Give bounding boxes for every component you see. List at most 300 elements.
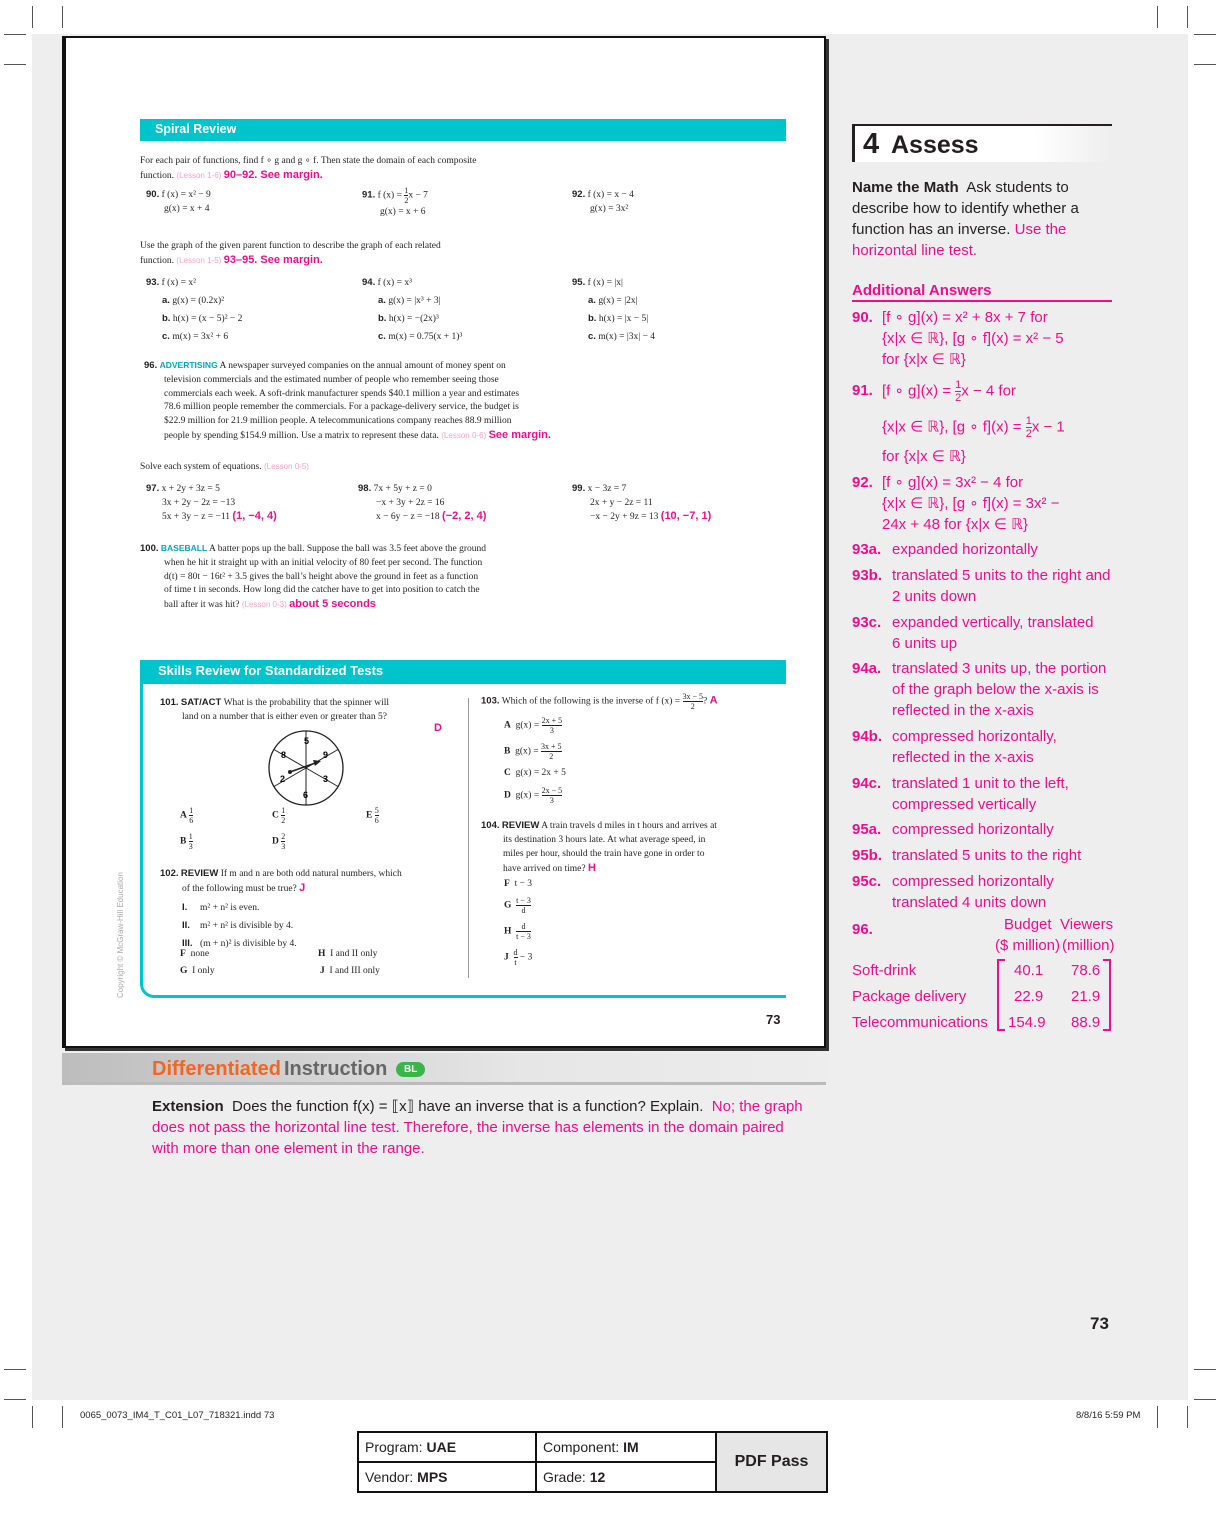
matrix-left-bracket bbox=[997, 959, 1005, 1031]
fraction-numerator: 2x − 5 bbox=[541, 786, 563, 795]
answer-text: 6 units up bbox=[892, 635, 958, 652]
margin-answer-95b bbox=[852, 845, 1117, 866]
matrix-column-header: Viewers bbox=[1060, 916, 1114, 933]
problem-tag: ADVERTISING bbox=[159, 360, 218, 370]
answer-text: {x|x ∈ ℝ}, [g ∘ f](x) = x² − 5 bbox=[882, 330, 1064, 347]
extension-text bbox=[152, 1096, 812, 1159]
file-slug: 0065_0073_IM4_T_C01_L07_718321.indd 73 bbox=[80, 1410, 275, 1421]
equation: 7x + 5y + z = 0 bbox=[373, 484, 432, 494]
choice-104-F bbox=[504, 879, 532, 889]
margin-answer-90 bbox=[852, 307, 1117, 370]
problem-text: g(x) = |x³ + 3| bbox=[388, 296, 441, 306]
margin-answer-94a bbox=[852, 658, 1117, 721]
choice-text: t − 3 bbox=[514, 879, 533, 889]
program-value: UAE bbox=[426, 1439, 457, 1455]
choice-letter: H bbox=[318, 949, 326, 959]
problem-text: g(x) = x + 4 bbox=[164, 204, 210, 214]
problem-text: f (x) = x − 4 bbox=[587, 190, 634, 200]
answer-text: for {x|x ∈ ℝ} bbox=[882, 351, 966, 368]
spinner-number: 2 bbox=[280, 774, 286, 784]
crop-mark bbox=[1187, 6, 1188, 28]
problem-text: h(x) = |x − 5| bbox=[598, 314, 649, 324]
problem-102 bbox=[160, 867, 460, 953]
choice-letter: G bbox=[504, 900, 512, 911]
problem-text: m(x) = |3x| − 4 bbox=[598, 332, 656, 342]
answer-text: See margin. bbox=[488, 428, 551, 441]
spinner-arrowhead bbox=[313, 760, 321, 766]
problem-tag: REVIEW bbox=[501, 820, 540, 831]
problem-number: 97. bbox=[146, 483, 160, 494]
equation: 2x + y − 2z = 11 bbox=[590, 497, 653, 508]
matrix-cell: 154.9 bbox=[1008, 1014, 1046, 1031]
component-cell bbox=[536, 1432, 716, 1462]
crop-mark bbox=[32, 1406, 33, 1428]
matrix-row-label: Soft-drink bbox=[852, 962, 917, 979]
answer-text: H bbox=[587, 862, 596, 874]
choice-102-F bbox=[180, 949, 209, 959]
answer-text: (10, −7, 1) bbox=[660, 510, 712, 522]
fraction-numerator: 2 bbox=[281, 832, 286, 841]
choice-letter: D bbox=[504, 790, 511, 801]
answer-text: compressed horizontally bbox=[892, 821, 1054, 838]
intro-text: function. bbox=[140, 171, 175, 181]
copyright-notice: Copyright © McGraw-Hill Education bbox=[116, 872, 125, 998]
answer-text: for {x|x ∈ ℝ} bbox=[882, 448, 966, 465]
problem-text: $22.9 million for 21.9 million people. A telecommunications company reaches 88.9 million bbox=[164, 416, 512, 427]
problem-text: its destination 3 hours late. At what average speed, in bbox=[503, 835, 706, 845]
answer-number: 94a. bbox=[852, 660, 882, 677]
fraction-numerator: 3x + 5 bbox=[541, 742, 562, 751]
problem-text: have arrived on time? bbox=[503, 864, 586, 874]
fraction-denominator: t bbox=[514, 958, 517, 967]
crop-mark bbox=[1157, 1406, 1158, 1428]
part-letter: b. bbox=[588, 313, 597, 324]
answer-text: 93–95. See margin. bbox=[223, 254, 323, 266]
crop-mark bbox=[4, 1399, 26, 1400]
choice-102-J bbox=[320, 966, 380, 976]
problem-number: 98. bbox=[358, 483, 372, 494]
answer-text: expanded horizontally bbox=[892, 541, 1038, 558]
problem-number: 96. bbox=[144, 360, 158, 371]
problem-101 bbox=[160, 696, 450, 724]
extension-answer: more than one element in the range. bbox=[182, 1140, 425, 1157]
fraction-denominator: 2 bbox=[690, 702, 695, 711]
skills-review-bar bbox=[140, 660, 786, 684]
answer-number: 94b. bbox=[852, 728, 883, 745]
choice-letter: B bbox=[180, 836, 187, 847]
answer-text: compressed horizontally, bbox=[892, 728, 1057, 745]
spiral-review-title: Spiral Review bbox=[155, 122, 237, 136]
choice-103-D bbox=[504, 786, 562, 805]
answer-text: reflected in the x-axis bbox=[892, 749, 1034, 766]
column-divider bbox=[468, 698, 469, 978]
crop-mark bbox=[1194, 64, 1216, 65]
matrix-column-header: (million) bbox=[1062, 937, 1115, 954]
choice-101-C bbox=[272, 806, 285, 825]
equation: 5x + 3y − z = −11 bbox=[162, 512, 231, 522]
answer-101: D bbox=[434, 722, 442, 734]
problem-text: d(t) = 80t − 16t² + 3.5 gives the ball’s height above the ground in feet as a function bbox=[164, 571, 479, 582]
roman-numeral: III. bbox=[182, 938, 193, 949]
margin-answer-94c bbox=[852, 773, 1117, 815]
equation: x − 6y − z = −18 bbox=[376, 512, 440, 522]
vendor-cell bbox=[358, 1462, 536, 1492]
problem-number: 100. bbox=[140, 543, 159, 554]
equation: x + 2y + 3z = 5 bbox=[161, 484, 220, 494]
fraction-numerator: 1 bbox=[188, 832, 193, 841]
fraction-numerator: 1 bbox=[404, 186, 409, 195]
name-the-math-answer: horizontal line test. bbox=[852, 242, 978, 259]
problem-text: h(x) = −(2x)³ bbox=[388, 314, 439, 324]
answer-text: [f ∘ g](x) = bbox=[882, 382, 951, 400]
choice-letter: D bbox=[272, 836, 279, 847]
name-the-math-label: Name the Math bbox=[852, 179, 959, 196]
fraction-denominator: 3 bbox=[549, 796, 554, 805]
name-the-math bbox=[852, 177, 1117, 261]
grade-cell bbox=[536, 1462, 716, 1492]
spinner-number: 9 bbox=[323, 750, 329, 760]
program-label: Program: bbox=[365, 1439, 423, 1455]
program-cell bbox=[358, 1432, 536, 1462]
problem-text: f (x) = bbox=[377, 190, 405, 201]
problem-96 bbox=[144, 359, 744, 444]
extension-label: Extension bbox=[152, 1098, 224, 1115]
grade-label: Grade: bbox=[543, 1469, 586, 1485]
name-the-math-text: Ask students to bbox=[966, 179, 1069, 196]
spinner-number: 8 bbox=[281, 750, 287, 760]
choice-103-A bbox=[504, 716, 562, 735]
di-title: Instruction bbox=[284, 1058, 388, 1080]
choice-text: − 3 bbox=[519, 952, 533, 963]
choice-text: I and III only bbox=[329, 966, 380, 976]
choice-101-A bbox=[180, 806, 193, 825]
spinner-arrow bbox=[290, 762, 318, 772]
problem-number: 95. bbox=[572, 277, 586, 288]
lesson-ref: (Lesson 1-6) bbox=[176, 171, 222, 180]
vendor-label: Vendor: bbox=[365, 1469, 414, 1485]
problem-text: f (x) = x³ bbox=[377, 278, 412, 288]
fraction-denominator: 2 bbox=[549, 752, 554, 761]
spinner-divider bbox=[306, 768, 338, 787]
crop-mark bbox=[1187, 1406, 1188, 1428]
problem-text: g(x) = (0.2x)² bbox=[172, 296, 225, 306]
name-the-math-text: describe how to identify whether a bbox=[852, 200, 1079, 217]
fraction-numerator: 1 bbox=[1025, 415, 1032, 427]
intro-text: function. bbox=[140, 256, 175, 266]
answer-text: x − 1 bbox=[1031, 418, 1065, 436]
answer-text: compressed horizontally bbox=[892, 873, 1054, 890]
crop-mark bbox=[4, 64, 26, 65]
matrix-column-header: Budget bbox=[1004, 916, 1052, 933]
part-letter: a. bbox=[588, 295, 596, 306]
choice-101-B bbox=[180, 832, 193, 851]
choice-letter: E bbox=[366, 810, 373, 821]
fraction-denominator: 3 bbox=[188, 842, 193, 851]
answer-number: 92. bbox=[852, 474, 873, 491]
fraction-denominator: 6 bbox=[189, 816, 194, 825]
crop-mark bbox=[1157, 6, 1158, 28]
fraction-numerator: 1 bbox=[281, 806, 286, 815]
roman-numeral: I. bbox=[182, 902, 188, 913]
answer-number: 93c. bbox=[852, 614, 882, 631]
crop-mark bbox=[32, 6, 33, 28]
matrix-cell: 22.9 bbox=[1014, 988, 1044, 1005]
choice-text: I only bbox=[192, 966, 215, 976]
part-letter: c. bbox=[162, 331, 170, 342]
spinner-diagram bbox=[266, 728, 346, 808]
problem-number: 94. bbox=[362, 277, 376, 288]
choice-letter: J bbox=[320, 966, 325, 976]
margin-answer-93c bbox=[852, 612, 1117, 654]
answer-number: 93a. bbox=[852, 541, 882, 558]
choice-letter: H bbox=[504, 926, 512, 937]
problem-text: x − 7 bbox=[408, 190, 428, 201]
statement: m² + n² is even. bbox=[200, 903, 260, 913]
crop-mark bbox=[4, 34, 26, 35]
margin-answer-95a bbox=[852, 819, 1117, 840]
choice-text: g(x) = 2x + 5 bbox=[515, 768, 566, 778]
choice-101-E bbox=[366, 806, 379, 825]
problem-text: commercials each week. A soft-drink manufacturer spends $40.1 million a year and estimates bbox=[164, 388, 520, 399]
problem-92 bbox=[572, 188, 634, 216]
choice-104-H bbox=[504, 922, 531, 941]
problem-text: A batter pops up the ball. Suppose the ball was 3.5 feet above the ground bbox=[209, 544, 487, 554]
crop-mark bbox=[1194, 1369, 1216, 1370]
problem-text: g(x) = 3x² bbox=[590, 204, 629, 214]
part-letter: a. bbox=[378, 295, 386, 306]
margin-answer-91 bbox=[852, 372, 1117, 467]
problem-text: m(x) = 3x² + 6 bbox=[172, 332, 229, 342]
choice-text: I and II only bbox=[330, 949, 378, 959]
fraction-numerator: d bbox=[513, 948, 518, 957]
extension-answer: does not pass the horizontal line test. Therefore, the inverse has elements in the domain paired with bbox=[152, 1119, 784, 1157]
fraction-denominator: 2 bbox=[1025, 428, 1032, 440]
problem-text: land on a number that is either even or greater than 5? bbox=[182, 712, 387, 722]
problem-95 bbox=[572, 274, 655, 346]
matrix-row-label: Telecommunications bbox=[852, 1014, 988, 1031]
fraction-numerator: t − 3 bbox=[516, 896, 531, 905]
problem-text: miles per hour, should the train have gone in order to bbox=[503, 849, 705, 859]
problem-text: ball after it was hit? bbox=[164, 600, 240, 611]
lesson-ref: (Lesson 0-6) bbox=[441, 430, 487, 440]
matrix-right-bracket bbox=[1103, 959, 1111, 1031]
answer-text: translated 3 units up, the portion bbox=[892, 660, 1107, 677]
matrix-column-header: ($ million) bbox=[995, 937, 1061, 954]
choice-letter: J bbox=[504, 952, 509, 963]
pdf-pass-table bbox=[357, 1431, 828, 1493]
component-value: IM bbox=[623, 1439, 639, 1455]
margin-answer-92 bbox=[852, 472, 1117, 535]
crop-mark bbox=[62, 1406, 63, 1428]
answer-text: reflected in the x-axis bbox=[892, 702, 1034, 719]
choice-text: g(x) = bbox=[515, 720, 540, 731]
fraction-denominator: 2 bbox=[281, 816, 286, 825]
extension-question: Does the function f(x) = ⟦x⟧ have an inverse that is a function? Explain. bbox=[232, 1098, 704, 1115]
choice-letter: F bbox=[180, 949, 186, 959]
additional-answers-heading: Additional Answers bbox=[852, 282, 1112, 302]
vendor-value: MPS bbox=[417, 1469, 448, 1485]
margin-answer-93a bbox=[852, 539, 1117, 560]
answer-text: translated 4 units down bbox=[892, 894, 1047, 911]
problem-text: h(x) = (x − 5)² − 2 bbox=[172, 314, 243, 324]
problem-100 bbox=[140, 542, 740, 613]
answer-text: x − 4 for bbox=[961, 382, 1016, 400]
statement: m² + n² is divisible by 4. bbox=[200, 921, 294, 931]
intro-93-95 bbox=[140, 239, 780, 268]
problem-text: f (x) = x² bbox=[161, 278, 196, 288]
spiral-review-bar bbox=[140, 119, 786, 141]
fraction-denominator: 3 bbox=[549, 726, 554, 735]
intro-90-92 bbox=[140, 154, 780, 183]
spinner-number: 3 bbox=[323, 774, 329, 784]
choice-103-C bbox=[504, 768, 566, 778]
fraction-numerator: 5 bbox=[374, 806, 379, 815]
choice-101-D bbox=[272, 832, 285, 851]
spinner-number: 6 bbox=[303, 790, 309, 800]
name-the-math-answer: Use the bbox=[1014, 221, 1067, 238]
di-title-accent: Differentiated bbox=[152, 1058, 281, 1080]
margin-answer-95c bbox=[852, 871, 1117, 913]
problem-text: when he hit it straight up with an initial velocity of 80 feet per second. The function bbox=[164, 557, 483, 568]
pdf-pass-status: PDF Pass bbox=[716, 1432, 827, 1492]
problem-number: 93. bbox=[146, 277, 160, 288]
grade-value: 12 bbox=[589, 1469, 606, 1485]
choice-104-G bbox=[504, 896, 531, 915]
intro-97-99 bbox=[140, 460, 309, 474]
problem-text: g(x) = x + 6 bbox=[380, 207, 426, 217]
answer-text: (1, −4, 4) bbox=[232, 510, 277, 522]
answer-text: 24x + 48 for {x|x ∈ ℝ} bbox=[882, 516, 1029, 533]
answer-number: 95b. bbox=[852, 847, 883, 864]
fraction-numerator: 2x + 5 bbox=[541, 716, 563, 725]
answer-text: of the graph below the x-axis is bbox=[892, 681, 1099, 698]
equation: 3x + 2y − 2z = −13 bbox=[162, 497, 236, 508]
crop-mark bbox=[62, 6, 63, 28]
problem-number: 101. bbox=[160, 697, 179, 708]
problem-number: 103. bbox=[481, 695, 500, 707]
answer-number: 90. bbox=[852, 309, 873, 326]
problem-number: 91. bbox=[362, 189, 376, 201]
fraction-numerator: 1 bbox=[955, 379, 962, 391]
problem-97 bbox=[146, 482, 277, 525]
answer-text: expanded vertically, translated bbox=[892, 614, 1094, 631]
answer-number: 96. bbox=[852, 921, 873, 938]
fraction-denominator: t − 3 bbox=[516, 932, 531, 941]
spinner-divider bbox=[274, 750, 306, 769]
choice-103-B bbox=[504, 742, 562, 761]
matrix-cell: 78.6 bbox=[1071, 962, 1101, 979]
fraction-denominator: d bbox=[521, 906, 526, 915]
intro-text: Solve each system of equations. bbox=[140, 462, 262, 472]
matrix-cell: 88.9 bbox=[1071, 1014, 1101, 1031]
problem-text: 78.6 million people remember the commercials. For a package-delivery service, the budget is bbox=[164, 402, 519, 413]
intro-text: Use the graph of the given parent function to describe the graph of each related bbox=[140, 241, 441, 251]
problem-99 bbox=[572, 482, 711, 525]
margin-answer-93b bbox=[852, 565, 1117, 607]
choice-letter: G bbox=[180, 966, 188, 976]
fraction-numerator: d bbox=[516, 922, 531, 932]
part-letter: c. bbox=[378, 331, 386, 342]
answer-text: {x|x ∈ ℝ}, [g ∘ f](x) = bbox=[882, 418, 1022, 436]
answer-text: about 5 seconds bbox=[289, 598, 376, 611]
problem-number: 90. bbox=[146, 189, 160, 200]
answer-text: [f ∘ g](x) = x² + 8x + 7 for bbox=[882, 309, 1048, 326]
choice-104-J bbox=[504, 948, 532, 967]
problem-text: What is the probability that the spinner will bbox=[223, 698, 389, 708]
level-badge: BL bbox=[396, 1062, 425, 1077]
problem-text: Which of the following is the inverse of f (x) = bbox=[501, 696, 681, 707]
lesson-ref: (Lesson 1-5) bbox=[176, 256, 222, 265]
margin-answer-96 bbox=[852, 914, 1117, 1034]
fraction-denominator: 2 bbox=[955, 392, 962, 404]
crop-mark bbox=[1194, 34, 1216, 35]
choice-letter: F bbox=[504, 879, 510, 889]
answer-number: 91. bbox=[852, 382, 873, 400]
problem-text: of the following must be true? bbox=[182, 884, 297, 894]
problem-text: television commercials and the estimated number of people who remember seeing those bbox=[164, 374, 499, 385]
part-letter: c. bbox=[588, 331, 596, 342]
problem-tag: SAT/ACT bbox=[180, 697, 222, 708]
answer-text: translated 1 unit to the left, bbox=[892, 775, 1069, 792]
answer-text: (−2, 2, 4) bbox=[442, 510, 487, 522]
fraction-denominator: 3 bbox=[281, 842, 286, 851]
choice-text: none bbox=[190, 949, 210, 959]
part-letter: b. bbox=[378, 313, 387, 324]
choice-letter: A bbox=[180, 810, 187, 821]
answer-text: 2 units down bbox=[892, 588, 977, 605]
assess-number: 4 bbox=[863, 128, 880, 160]
problem-90 bbox=[146, 188, 211, 216]
matrix-cell: 21.9 bbox=[1071, 988, 1101, 1005]
fraction-denominator: 6 bbox=[374, 816, 379, 825]
choice-text: g(x) = bbox=[515, 746, 539, 757]
problem-text: g(x) = |2x| bbox=[598, 296, 638, 306]
problem-93 bbox=[146, 274, 242, 346]
lesson-ref: (Lesson 0-3) bbox=[241, 600, 287, 610]
choice-letter: A bbox=[504, 720, 511, 731]
problem-94 bbox=[362, 274, 462, 346]
answer-number: 93b. bbox=[852, 567, 883, 584]
problem-tag: BASEBALL bbox=[160, 543, 208, 553]
answer-text: 90–92. See margin. bbox=[223, 169, 323, 181]
answer-text: A bbox=[709, 694, 718, 707]
equation: −x + 3y + 2z = 16 bbox=[376, 497, 445, 508]
answer-number: 94c. bbox=[852, 775, 882, 792]
answer-text: {x|x ∈ ℝ}, [g ∘ f](x) = 3x² − bbox=[882, 495, 1060, 512]
answer-text: [f ∘ g](x) = 3x² − 4 for bbox=[882, 474, 1024, 491]
part-letter: a. bbox=[162, 295, 170, 306]
problem-91 bbox=[362, 186, 428, 219]
part-letter: b. bbox=[162, 313, 171, 324]
problem-text: If m and n are both odd natural numbers, which bbox=[220, 869, 402, 879]
answer-number: 95c. bbox=[852, 873, 882, 890]
equation: x − 3z = 7 bbox=[587, 484, 627, 494]
problem-tag: REVIEW bbox=[180, 868, 219, 879]
problem-number: 102. bbox=[160, 868, 179, 879]
differentiated-instruction-bar bbox=[62, 1053, 826, 1085]
choice-letter: C bbox=[272, 810, 279, 821]
problem-text: of time t in seconds. How long did the catcher have to get into position to catch the bbox=[164, 585, 480, 596]
problem-number: 104. bbox=[481, 820, 500, 831]
extension-answer: No; the graph bbox=[711, 1098, 803, 1115]
assess-title: Assess bbox=[891, 131, 979, 159]
problem-number: 92. bbox=[572, 189, 586, 200]
fraction-denominator: 2 bbox=[404, 196, 409, 205]
lesson-ref: (Lesson 0-5) bbox=[264, 462, 309, 471]
intro-text: For each pair of functions, find f ∘ g and g ∘ f. Then state the domain of each composite bbox=[140, 156, 477, 166]
problem-104 bbox=[481, 819, 781, 876]
spinner-pivot bbox=[288, 770, 292, 774]
